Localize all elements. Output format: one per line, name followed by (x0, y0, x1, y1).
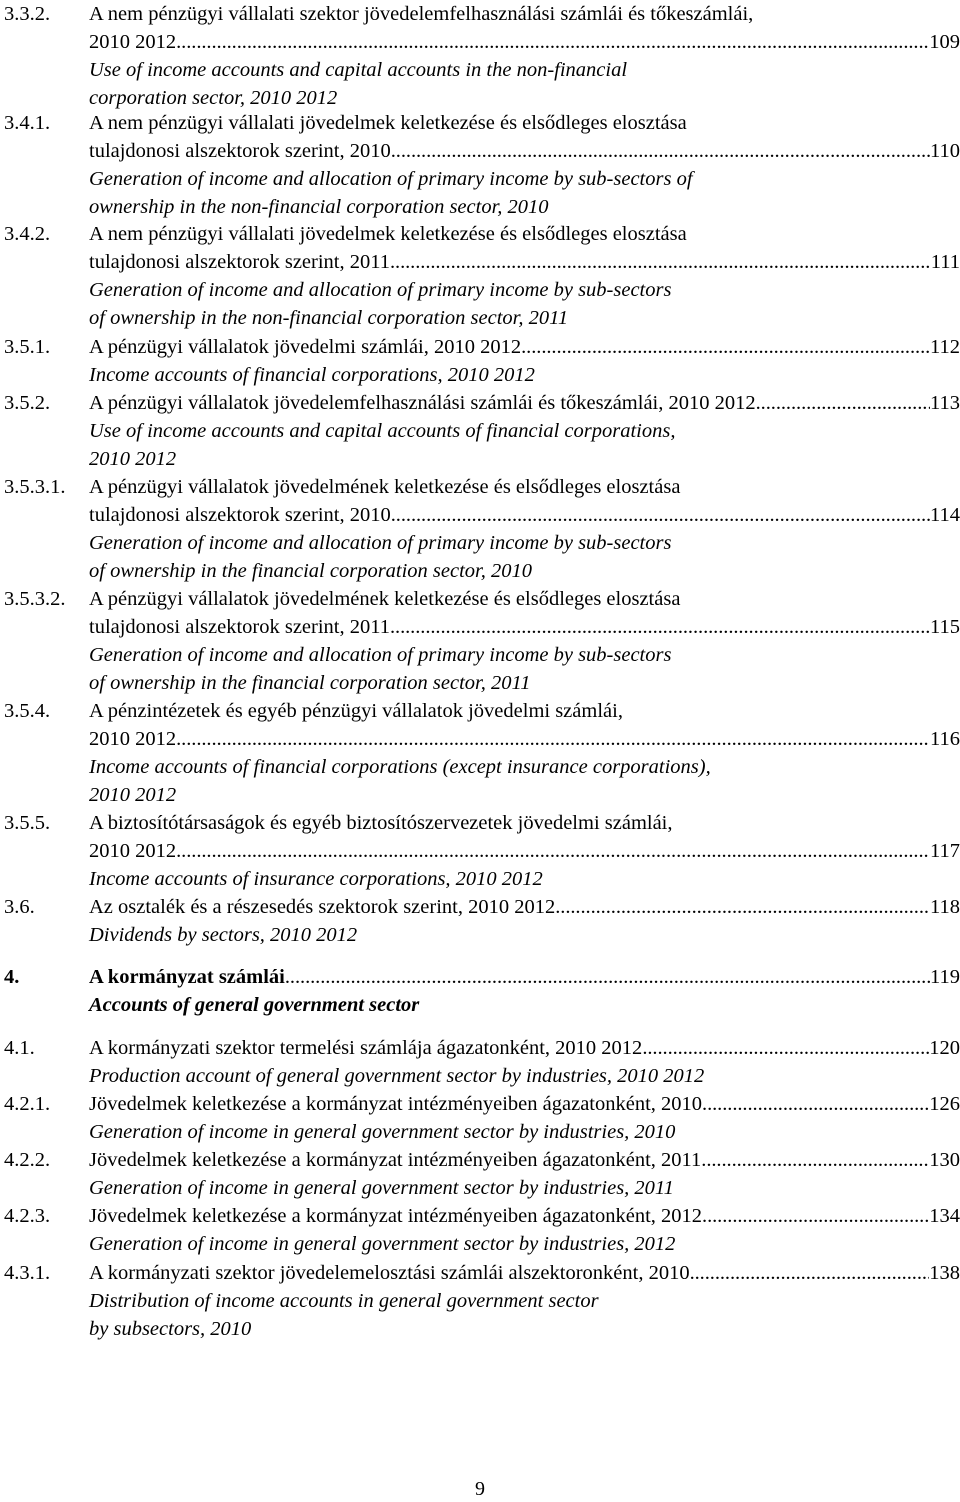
dot-leader (390, 248, 931, 276)
toc-entry-title-en: Dividends by sectors, 2010 2012 (89, 924, 358, 946)
toc-entry-title-en: Generation of income in general government sector by industries, 2011 (89, 1177, 674, 1199)
dot-leader (521, 333, 930, 361)
toc-entry-number: 3.5.4. (4, 700, 51, 722)
dot-leader (702, 1202, 929, 1230)
toc-entry-number: 4.2.1. (4, 1093, 51, 1115)
toc-entry-number: 4.1. (4, 1037, 35, 1059)
dot-leader (285, 963, 930, 991)
toc-entry-title-hu: A pénzügyi vállalatok jövedelemfelhasználási számlái és tőkeszámlái, 2010 2012 (89, 392, 756, 414)
dot-leader (702, 1090, 929, 1118)
toc-page-number[interactable]: 134 (929, 1205, 960, 1227)
toc-page-number[interactable]: 120 (929, 1037, 960, 1059)
toc-page-number[interactable]: 118 (930, 896, 960, 918)
toc-page-number[interactable]: 111 (930, 251, 960, 273)
toc-entry-title-en: Accounts of general government sector (89, 994, 420, 1016)
toc-entry-title-en: 2010 2012 (89, 448, 177, 470)
dot-leader (756, 389, 930, 417)
toc-entry-number: 3.4.1. (4, 112, 51, 134)
toc-entry-title-en: corporation sector, 2010 2012 (89, 87, 338, 109)
toc-entry-number: 3.5.2. (4, 392, 51, 414)
toc-entry-title-en: Generation of income and allocation of primary income by sub-sectors (89, 644, 672, 666)
toc-entry-number: 3.5.3.1. (4, 476, 66, 498)
toc-entry-number: 3.5.3.2. (4, 588, 66, 610)
toc-entry-title-hu: Az osztalék és a részesedés szektorok szerint, 2010 2012 (89, 896, 556, 918)
toc-page-number[interactable]: 109 (929, 31, 960, 53)
toc-page-number[interactable]: 113 (930, 392, 960, 414)
dot-leader (391, 137, 930, 165)
toc-entry-title-hu: A pénzügyi vállalatok jövedelmének keletkezése és elsődleges elosztása (89, 588, 681, 610)
toc-page-number[interactable]: 138 (929, 1262, 960, 1284)
toc-entry-title-hu: Jövedelmek keletkezése a kormányzat intézményeiben ágazatonként, 2012 (89, 1205, 703, 1227)
toc-entry-title-hu: tulajdonosi alszektorok szerint, 2010 (89, 140, 391, 162)
toc-entry-title-en: Generation of income in general government sector by industries, 2010 (89, 1121, 676, 1143)
toc-entry-number: 3.5.1. (4, 336, 51, 358)
toc-entry-title-en: ownership in the non-financial corporation sector, 2010 (89, 196, 549, 218)
toc-entry-title-en: of ownership in the financial corporation sector, 2010 (89, 560, 533, 582)
toc-entry-title-hu: tulajdonosi alszektorok szerint, 2011 (89, 251, 390, 273)
toc-entry-title-en: Generation of income and allocation of primary income by sub-sectors (89, 532, 672, 554)
toc-entry-title-en: Generation of income and allocation of primary income by sub-sectors (89, 279, 672, 301)
toc-entry-title-hu: A nem pénzügyi vállalati jövedelmek keletkezése és elsődleges elosztása (89, 112, 687, 134)
toc-page-number[interactable]: 115 (930, 616, 960, 638)
toc-entry-title-hu: 2010 2012 (89, 31, 177, 53)
toc-entry-title-en: Income accounts of financial corporations, 2010 2012 (89, 364, 535, 386)
toc-entry-title-en: Income accounts of financial corporations (except insurance corporations), (89, 756, 711, 778)
toc-page-number[interactable]: 112 (930, 336, 960, 358)
toc-entry-number: 4.3.1. (4, 1262, 51, 1284)
toc-entry-title-hu: tulajdonosi alszektorok szerint, 2010 (89, 504, 391, 526)
toc-entry-number: 3.5.5. (4, 812, 51, 834)
toc-entry-title-hu: Jövedelmek keletkezése a kormányzat intézményeiben ágazatonként, 2010 (89, 1093, 703, 1115)
toc-entry-title-en: of ownership in the financial corporation sector, 2011 (89, 672, 531, 694)
dot-leader (391, 501, 930, 529)
toc-entry-number: 3.6. (4, 896, 35, 918)
toc-entry-title-en: Production account of general government sector by industries, 2010 2012 (89, 1065, 705, 1087)
dot-leader (176, 837, 930, 865)
toc-entry-title-hu: A pénzintézetek és egyéb pénzügyi vállalatok jövedelmi számlái, (89, 700, 623, 722)
toc-entry-title-hu: Jövedelmek keletkezése a kormányzat intézményeiben ágazatonként, 2011 (89, 1149, 702, 1171)
toc-entry-number: 4. (4, 966, 20, 988)
dot-leader (701, 1146, 929, 1174)
toc-entry-title-en: Income accounts of insurance corporations, 2010 2012 (89, 868, 543, 890)
toc-entry-number: 4.2.3. (4, 1205, 51, 1227)
dot-leader (390, 613, 930, 641)
toc-entry-title-hu: tulajdonosi alszektorok szerint, 2011 (89, 616, 390, 638)
toc-entry-title-en: Use of income accounts and capital accounts of financial corporations, (89, 420, 676, 442)
toc-entry-title-en: by subsectors, 2010 (89, 1318, 252, 1340)
toc-entry-title-hu: A pénzügyi vállalatok jövedelmének keletkezése és elsődleges elosztása (89, 476, 681, 498)
toc-entry-number: 3.3.2. (4, 3, 51, 25)
toc-entry-title-hu: A kormányzati szektor termelési számlája ágazatonként, 2010 2012 (89, 1037, 643, 1059)
dot-leader (555, 893, 930, 921)
toc-entry-title-hu: A kormányzati szektor jövedelemelosztási számlái alszektoronként, 2010 (89, 1262, 690, 1284)
toc-entry-title-en: Use of income accounts and capital accounts in the non-financial (89, 59, 628, 81)
page-number: 9 (475, 1478, 485, 1500)
toc-page-number[interactable]: 116 (930, 728, 960, 750)
toc-entry-title-hu: A nem pénzügyi vállalati szektor jövedelemfelhasználási számlái és tőkeszámlái, (89, 3, 754, 25)
toc-entry-title-hu: A biztosítótársaságok és egyéb biztosítószervezetek jövedelmi számlái, (89, 812, 673, 834)
dot-leader (642, 1034, 929, 1062)
toc-page-number[interactable]: 130 (929, 1149, 960, 1171)
toc-entry-title-hu: A kormányzat számlái (89, 966, 285, 988)
dot-leader (176, 725, 930, 753)
toc-entry-title-hu: 2010 2012 (89, 840, 177, 862)
toc-entry-title-en: of ownership in the non-financial corporation sector, 2011 (89, 307, 569, 329)
dot-leader (690, 1259, 930, 1287)
toc-page-number[interactable]: 114 (930, 504, 960, 526)
toc-entry-title-en: Generation of income in general government sector by industries, 2012 (89, 1233, 676, 1255)
toc-page-number[interactable]: 119 (930, 966, 960, 988)
toc-entry-title-en: Generation of income and allocation of primary income by sub-sectors of (89, 168, 693, 190)
toc-entry-title-hu: A nem pénzügyi vállalati jövedelmek keletkezése és elsődleges elosztása (89, 223, 687, 245)
toc-page-number[interactable]: 110 (930, 140, 960, 162)
toc-entry-number: 4.2.2. (4, 1149, 51, 1171)
toc-entry-title-en: Distribution of income accounts in general government sector (89, 1290, 599, 1312)
toc-page-number[interactable]: 117 (930, 840, 960, 862)
toc-entry-title-hu: 2010 2012 (89, 728, 177, 750)
toc-entry-number: 3.4.2. (4, 223, 51, 245)
toc-entry-title-hu: A pénzügyi vállalatok jövedelmi számlái, 2010 2012 (89, 336, 522, 358)
toc-page-number[interactable]: 126 (929, 1093, 960, 1115)
dot-leader (176, 28, 929, 56)
toc-entry-title-en: 2010 2012 (89, 784, 177, 806)
